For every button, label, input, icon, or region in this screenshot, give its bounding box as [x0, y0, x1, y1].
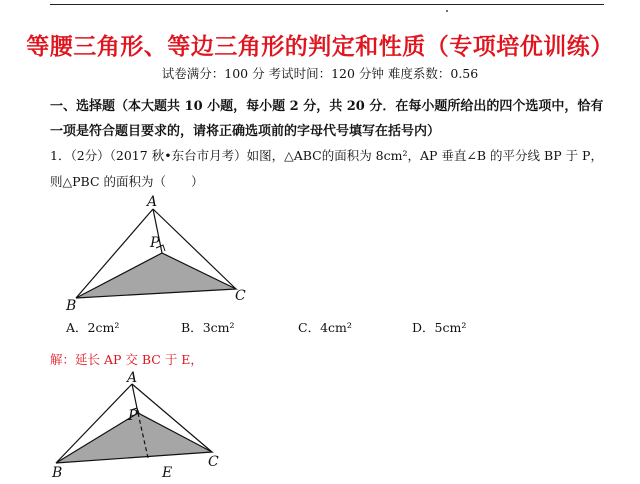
vertex-label-b: B [66, 298, 77, 312]
vertex-label-c: C [235, 288, 246, 304]
vertex-label-p2: P [128, 408, 138, 424]
vertex-label-p: P [150, 235, 160, 251]
header-rule [50, 4, 604, 5]
option-a[interactable]: A．2cm² [66, 320, 120, 335]
vertex-label-a: A [147, 194, 158, 210]
option-d[interactable]: D．5cm² [412, 320, 467, 335]
section-heading: 一、选择题（本大题共 10 小题，每小题 2 分，共 20 分．在每小题所给出的四个选项中，恰有一项是符合题目要求的，请将正确选项前的字母代号填写在括号内） [50, 99, 604, 139]
solution-text: 解：延长 AP 交 BC 于 E， [50, 352, 203, 367]
vertex-label-b2: B [52, 465, 63, 481]
vertex-label-e: E [162, 465, 173, 481]
question-points: （2分） [70, 148, 110, 163]
question-stem: 如图，△ABC的面积为 8cm²，AP 垂直∠B 的平分线 BP 于 P，则△PBC 的面积为（ ） [50, 148, 603, 189]
question-1 [50, 143, 610, 195]
triangle-figure-2 [42, 368, 242, 484]
exam-meta: 试卷满分：100 分 考试时间：120 分钟 难度系数：0.56 [161, 66, 479, 81]
triangle-figure-1 [60, 192, 260, 312]
question-source: （2017 秋•东台市月考） [109, 148, 247, 163]
vertex-label-c2: C [208, 454, 219, 470]
header-dot [446, 10, 448, 12]
option-b[interactable]: B．3cm² [181, 320, 235, 335]
vertex-label-a2: A [127, 370, 138, 386]
question-number: 1． [50, 148, 71, 163]
answer-options [0, 318, 640, 338]
page-title: 等腰三角形、等边三角形的判定和性质（专项培优训练） [26, 33, 614, 60]
option-c[interactable]: C．4cm² [298, 320, 352, 335]
